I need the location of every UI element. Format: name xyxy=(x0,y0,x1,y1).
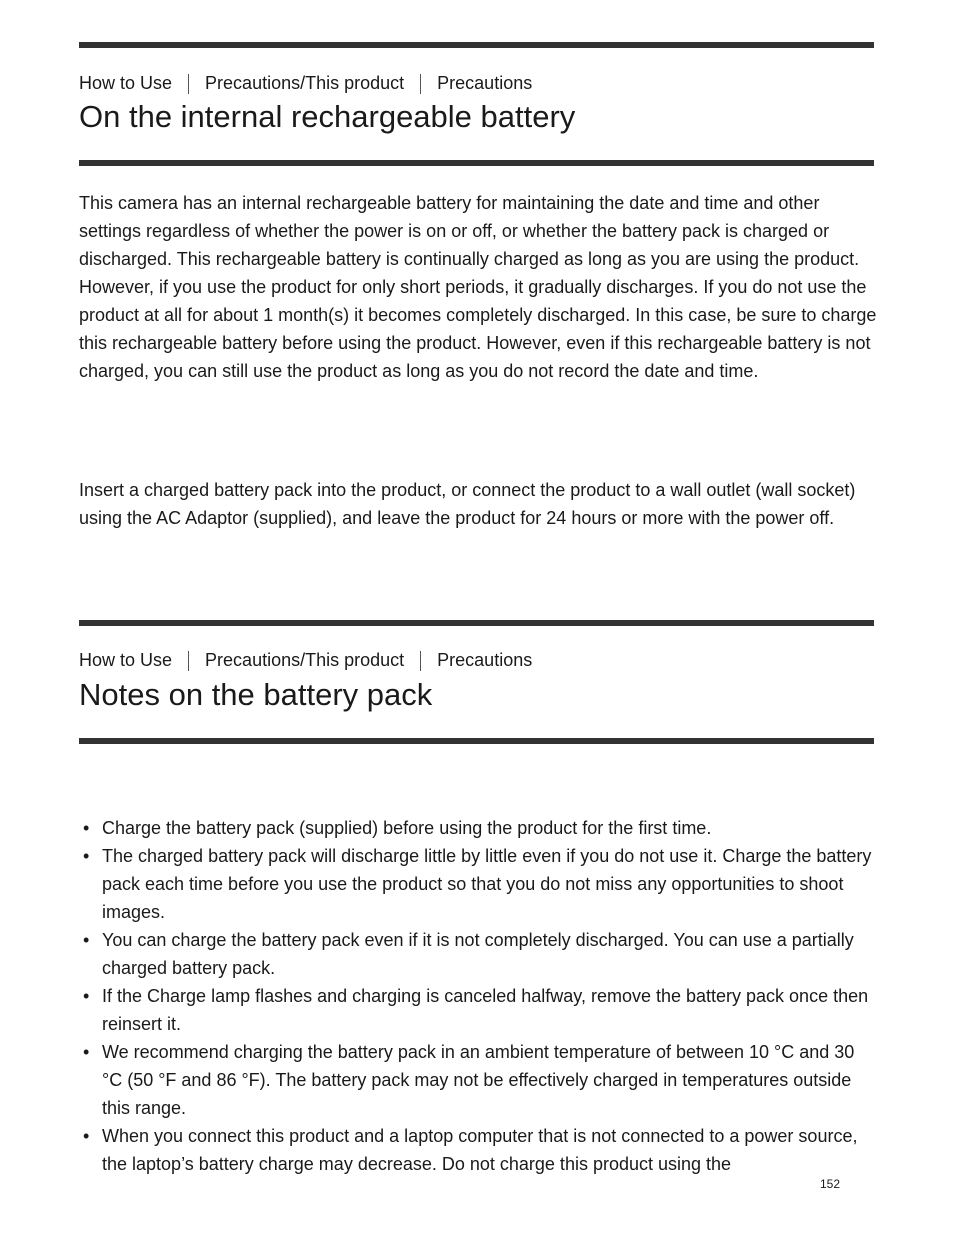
bullet-icon: • xyxy=(83,986,90,1006)
breadcrumb-separator xyxy=(188,74,189,94)
list-item-text: Charge the battery pack (supplied) before using the product for the first time. xyxy=(102,818,712,838)
page-title: On the internal rechargeable battery xyxy=(79,99,576,134)
header-rule-bottom xyxy=(79,160,874,166)
header-rule-top xyxy=(79,42,874,48)
list-item xyxy=(79,842,874,926)
bullet-icon: • xyxy=(83,846,90,866)
list-item xyxy=(79,814,874,842)
header-rule-bottom xyxy=(79,738,874,744)
breadcrumb-separator xyxy=(188,651,189,671)
body-paragraph: Insert a charged battery pack into the product, or connect the product to a wall outlet (wall socket) using the AC Adaptor (supplied), and leave the product for 24 hours or more with the power off. xyxy=(79,480,856,528)
bullet-icon: • xyxy=(83,1126,90,1146)
bullet-icon: • xyxy=(83,1042,90,1062)
list-item-text: The charged battery pack will discharge little by little even if you do not use it. Charge the battery pack each time before you use the product so that you do not miss any opportunities to shoot images. xyxy=(102,846,872,922)
list-item xyxy=(79,1122,874,1178)
header-rule-top xyxy=(79,620,874,626)
breadcrumb-separator xyxy=(420,651,421,671)
list-item-text: When you connect this product and a laptop computer that is not connected to a power source, the laptop’s battery charge may decrease. Do not charge this product using the xyxy=(102,1126,858,1174)
breadcrumb-precautions-this-product[interactable]: Precautions/This product xyxy=(205,73,405,93)
list-item xyxy=(79,982,874,1038)
breadcrumb-how-to-use[interactable]: How to Use xyxy=(79,650,173,670)
list-item-text: If the Charge lamp flashes and charging is canceled halfway, remove the battery pack once then reinsert it. xyxy=(102,986,869,1034)
breadcrumb-separator xyxy=(420,74,421,94)
breadcrumb-precautions-this-product[interactable]: Precautions/This product xyxy=(205,650,405,670)
body-paragraph: This camera has an internal rechargeable battery for maintaining the date and time and other settings regardless of whether the power is on or off, or whether the battery pack is charged or discharged. This rechargeable battery is continually charged as long as you are using the product. However, if you use the product for only short periods, it gradually discharges. If you do not use the product at all for about 1 month(s) it becomes completely discharged. In this case, be sure to charge this rechargeable battery before using the product. However, even if this rechargeable battery is not charged, you can still use the product as long as you do not record the date and time. xyxy=(79,193,877,381)
bullet-list xyxy=(79,814,874,1178)
breadcrumb-how-to-use[interactable]: How to Use xyxy=(79,73,173,93)
bullet-icon: • xyxy=(83,930,90,950)
bullet-icon: • xyxy=(83,818,90,838)
page-number: 152 xyxy=(820,1177,841,1191)
breadcrumb-precautions[interactable]: Precautions xyxy=(437,73,533,93)
list-item xyxy=(79,1038,874,1122)
breadcrumb xyxy=(79,73,532,94)
list-item-text: You can charge the battery pack even if it is not completely discharged. You can use a partially charged battery pack. xyxy=(102,930,854,978)
list-item xyxy=(79,926,874,982)
list-item-text: We recommend charging the battery pack in an ambient temperature of between 10 °C and 30 °C (50 °F and 86 °F). The battery pack may not be effectively charged in temperatures outside this range. xyxy=(102,1042,855,1118)
page-title: Notes on the battery pack xyxy=(79,677,433,712)
breadcrumb xyxy=(79,650,532,671)
breadcrumb-precautions[interactable]: Precautions xyxy=(437,650,533,670)
